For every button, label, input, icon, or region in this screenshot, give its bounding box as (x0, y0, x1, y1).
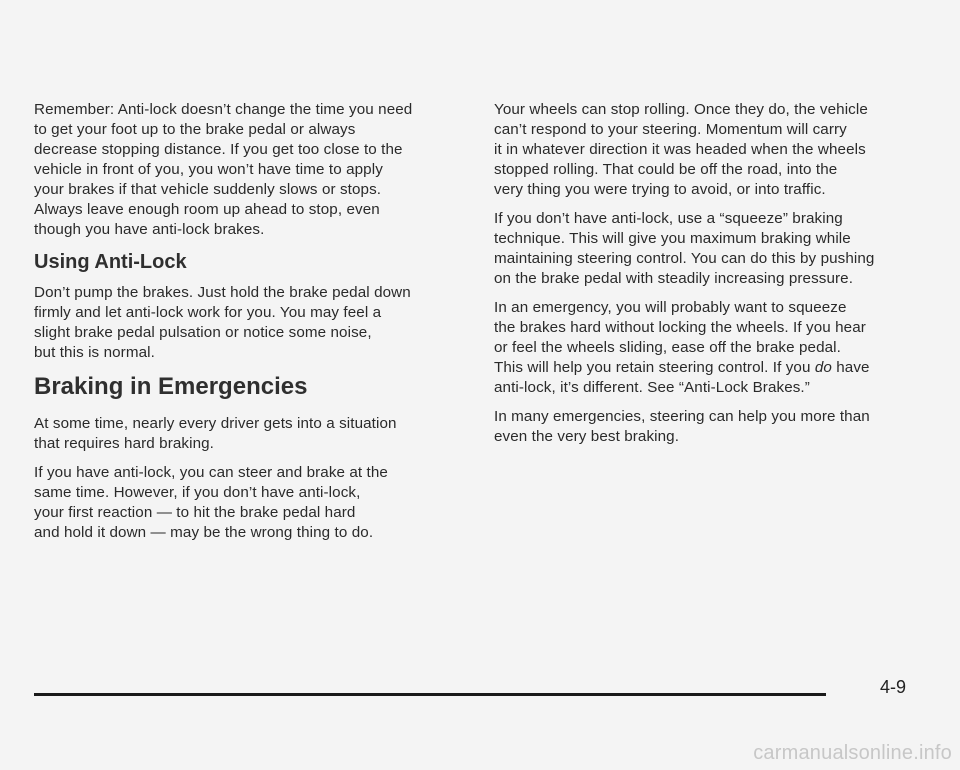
emphasis-do: do (814, 359, 832, 376)
heading-braking-in-emergencies: Braking in Emergencies (34, 373, 308, 400)
paragraph-dont-pump: Don’t pump the brakes. Just hold the brake pedal down firmly and let anti-lock work for you. You may feel a slight brake pedal pulsation or notice some noise, but this is normal. (34, 284, 411, 361)
footer-rule (34, 693, 826, 696)
left-column (34, 100, 462, 552)
right-column (494, 100, 926, 456)
paragraph-squeeze-technique: If you don’t have anti-lock, use a “squeeze” braking technique. This will give you maximum braking while maintaining steering control. You can do this by pushing on the brake pedal with steadily increasing pressure. (494, 210, 875, 287)
paragraph-remember: Remember: Anti-lock doesn’t change the time you need to get your foot up to the brake pedal or always decrease stopping distance. If you get too close to the vehicle in front of you, you won’t have time to apply your brakes if that vehicle suddenly slows or stops. Always leave enough room up ahead to stop, even though you have anti-lock brakes. (34, 101, 413, 238)
paragraph-emergency-text-2: have anti-lock, it’s different. See “Anti-Lock Brakes.” (494, 359, 870, 396)
paragraph-emergency-squeeze (494, 298, 926, 398)
page-number: 4-9 (880, 677, 907, 697)
paragraph-emergency-text-1: In an emergency, you will probably want to squeeze the brakes hard without locking the wheels. If you hear or feel the wheels sliding, ease off the brake pedal. This will help you retain steering control. If you (494, 299, 866, 376)
watermark-site: carmanualsonline.info (753, 742, 952, 764)
paragraph-steer-and-brake: If you have anti-lock, you can steer and brake at the same time. However, if you don’t have anti-lock, your first reaction — to hit the brake pedal hard and hold it down — may be the wrong thing to do. (34, 464, 388, 541)
paragraph-hard-braking: At some time, nearly every driver gets into a situation that requires hard braking. (34, 415, 397, 452)
paragraph-steering-helps: In many emergencies, steering can help you more than even the very best braking. (494, 408, 870, 445)
heading-using-anti-lock: Using Anti-Lock (34, 251, 187, 273)
paragraph-wheels-stop: Your wheels can stop rolling. Once they do, the vehicle can’t respond to your steering. Momentum will carry it in whatever direction it was headed when the wheels stopped rolling. That could be off the road, into the very thing you were trying to avoid, or into traffic. (494, 101, 868, 198)
